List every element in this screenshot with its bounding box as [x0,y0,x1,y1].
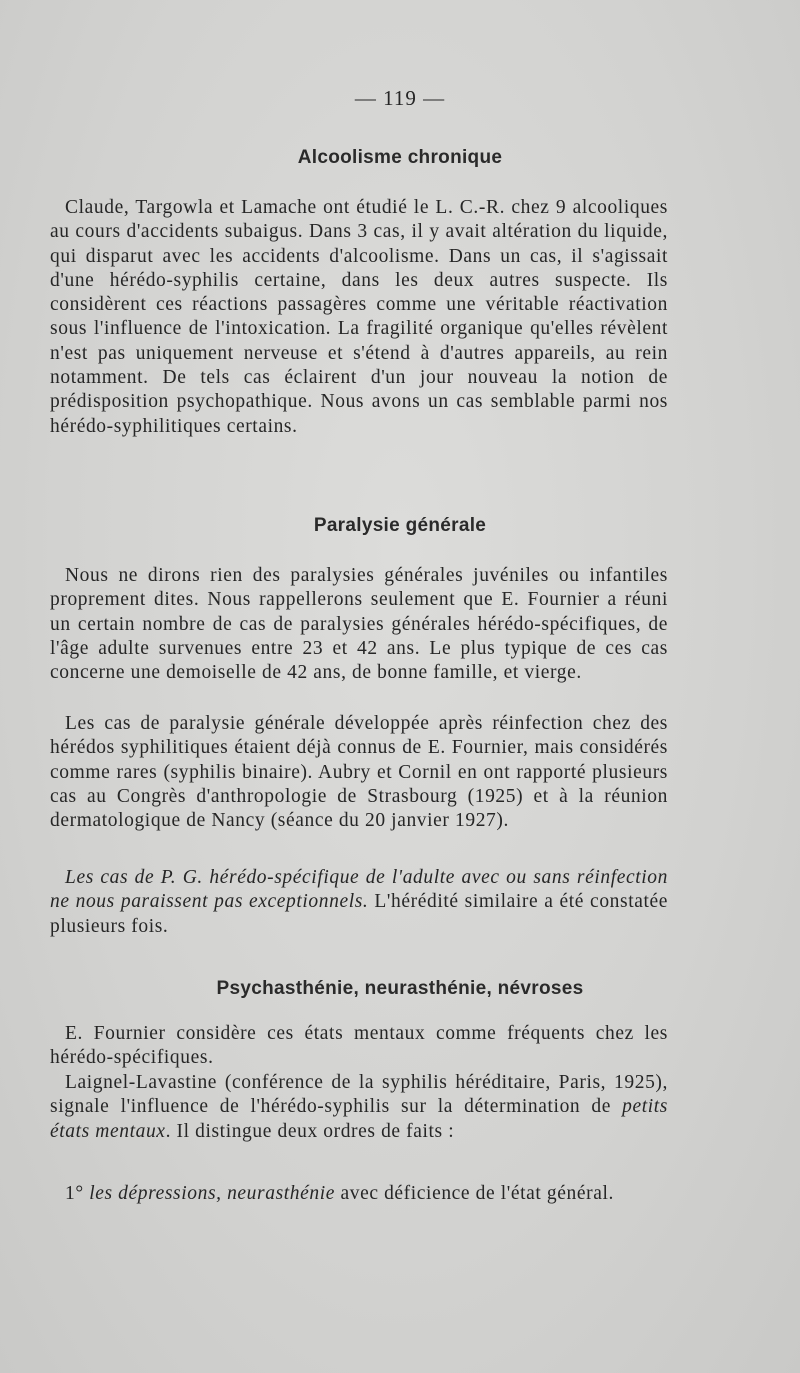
section-title-psychasthenie: Psychasthénie, neurasthénie, névroses [216,978,584,999]
paragraph-psychasthenie-1: E. Fournier considère ces états mentaux comme fréquents chez les hérédo-spécifiques. [50,1023,668,1069]
paragraph-psychasthenie-3 [50,1182,668,1206]
paragraph-paralysie-3-italic: Les cas de P. G. hérédo-spécifique de l'adulte avec ou sans réinfection ne nous paraissent pas exceptionnels. [50,867,668,913]
paragraph-psychasthenie-3-rest: avec déficience de l'état général. [335,1183,614,1204]
paragraph-psychasthenie-2-italic: petits états mentaux [50,1096,668,1142]
section-title-paralysie: Paralysie générale [313,515,487,536]
paragraph-alcoolisme: Claude, Targowla et Lamache ont étudié le L. C.-R. chez 9 alcooliques au cours d'accidents subaigus. Dans 3 cas, il y avait altération du liquide, qui disparut avec les accidents d'alcoolisme. Dans un cas, il s'agissait d'une hérédo-syphilis certaine, dans les deux autres suspecte. Ils considèrent ces réactions passagères comme une véritable réactivation sous l'influence de l'intoxication. La fragilité organique qu'elles révèlent n'est pas uniquement nerveuse et s'étend à d'autres appareils, au rein notamment. De tels cas éclairent d'un jour nouveau la notion de prédisposition psychopathique. Nous avons un cas semblable parmi nos hérédo-syphilitiques certains. [50,197,668,437]
paragraph-paralysie-3-rest: L'hérédité similaire a été constatée plusieurs fois. [50,891,669,937]
paragraph-paralysie-2: Les cas de paralysie générale développée après réinfection chez des hérédos syphilitiques étaient déjà connus de E. Fournier, mais considérés comme rares (syphilis binaire). Aubry et Cornil en ont rapporté plusieurs cas au Congrès d'anthropologie de Strasbourg (1925) et à la réunion dermatologique de Nancy (séance du 20 janvier 1927). [50,713,668,832]
paragraph-psychasthenie-2-b: . Il distingue deux ordres de faits : [165,1120,455,1142]
paragraph-psychasthenie-3-italic: les dépressions, neurasthénie [89,1183,336,1204]
paragraph-psychasthenie-2-a: Laignel-Lavastine (conférence de la syphilis héréditaire, Paris, 1925), signale l'influence de l'hérédo-syphilis sur la détermination de [50,1072,668,1118]
list-number: 1° [65,1183,90,1204]
page-number: — 119 — [354,86,446,110]
section-title-alcoolisme: Alcoolisme chronique [297,147,503,168]
paragraph-paralysie-1: Nous ne dirons rien des paralysies générales juvéniles ou infantiles proprement dites. Nous rappellerons seulement que E. Fournier a réuni un certain nombre de cas de paralysies générales hérédo-spécifiques, de l'âge adulte survenues entre 23 et 42 ans. Le plus typique de ces cas concerne une demoiselle de 42 ans, de bonne famille, et vierge. [50,565,668,684]
paragraph-paralysie-3 [50,866,668,939]
paragraph-psychasthenie-2 [50,1071,668,1144]
